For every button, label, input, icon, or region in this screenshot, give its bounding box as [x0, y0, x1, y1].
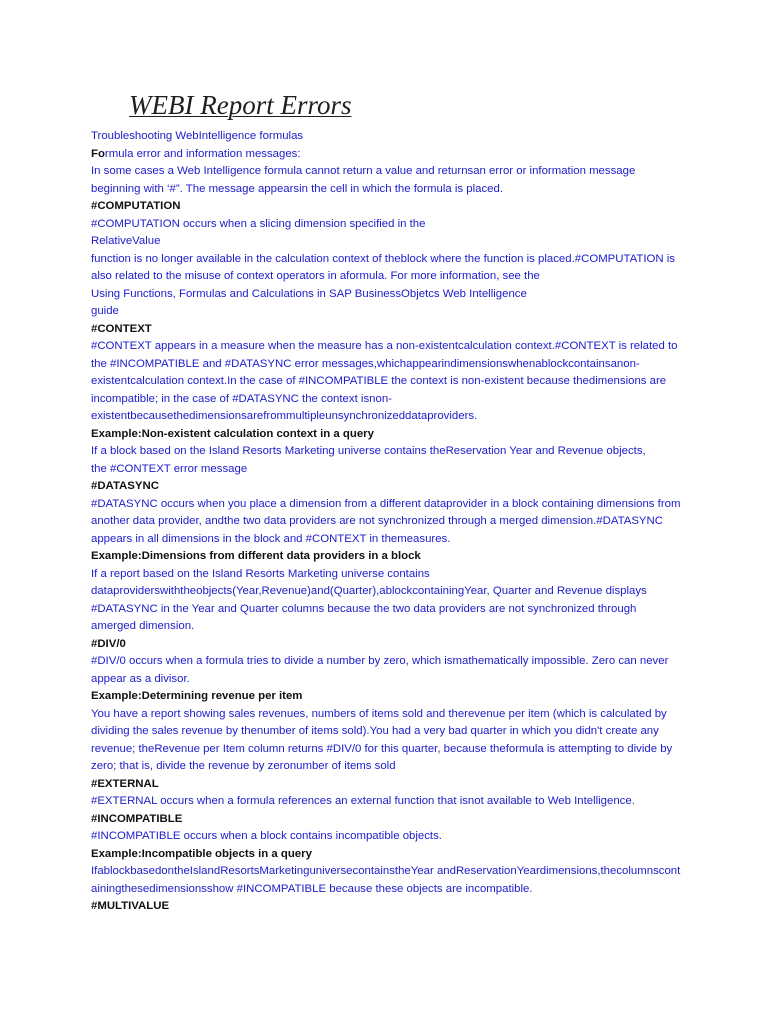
document-title: WEBI Report Errors — [129, 90, 352, 120]
text-line: #DATASYNC occurs when you place a dimension from a different dataprovider in a block containing dimensions from — [91, 497, 681, 510]
text-line: guide — [91, 305, 119, 317]
text-line: If a block based on the Island Resorts Marketing universe contains theReservation Year and Revenue objects, — [91, 445, 646, 457]
text-line: beginning with ‘#”. The message appearsin the cell in which the formula is placed. — [91, 182, 503, 195]
section-heading: Example:Dimensions from different data providers in a block — [91, 550, 421, 562]
section-heading: #INCOMPATIBLE — [91, 812, 183, 825]
text-line: #DIV/0 occurs when a formula tries to divide a number by zero, which ismathematically impossible. Zero can never — [91, 655, 669, 667]
text-line: also related to the misuse of context operators in aformula. For more information, see the — [91, 270, 540, 282]
section-heading: #DATASYNC — [91, 480, 159, 492]
section-heading: #DIV/0 — [91, 637, 126, 650]
text-line: ainingthesedimensionsshow #INCOMPATIBLE because these objects are incompatible. — [91, 882, 533, 895]
text-line: #EXTERNAL occurs when a formula references an external function that isnot available to Web Intelligence. — [91, 795, 635, 807]
section-heading: Example:Non-existent calculation context in a query — [91, 427, 374, 440]
text-line: existentcalculation context.In the case of #INCOMPATIBLE the context is non-existent because thedimensions are — [91, 375, 667, 387]
text-line: RelativeValue — [91, 235, 161, 247]
text-line: In some cases a Web Intelligence formula cannot return a value and returnsan error or information message — [91, 165, 636, 177]
text-line: another data provider, andthe two data providers are not synchronized through a merged dimension.#DATASYNC — [91, 515, 663, 527]
text-line: appears in all dimensions in the block and #CONTEXT in themeasures. — [91, 532, 451, 545]
section-heading: #COMPUTATION — [91, 200, 181, 212]
text-line: #INCOMPATIBLE occurs when a block contains incompatible objects. — [91, 830, 442, 842]
text-line: You have a report showing sales revenues, numbers of items sold and therevenue per item (which is calculated by — [91, 707, 667, 720]
text-line: #DATASYNC in the Year and Quarter columns because the two data providers are not synchronized through — [91, 602, 637, 615]
text-line: existentbecausethedimensionsarefrommultipleunsynchronizeddataproviders. — [91, 410, 478, 422]
line-rest: rmula error and information messages: — [104, 147, 301, 160]
text-line: dataproviderswiththeobjects(Year,Revenue)and(Quarter),ablockcontainingYear, Quarter and Revenue displays — [91, 585, 647, 597]
section-heading: Example:Incompatible objects in a query — [91, 847, 312, 860]
text-line: dividing the sales revenue by thenumber of items sold).You had a very bad quarter in which you didn't create any — [91, 725, 659, 737]
text-line — [91, 146, 691, 164]
text-line: If a report based on the Island Resorts Marketing universe contains — [91, 567, 430, 580]
text-line: the #INCOMPATIBLE and #DATASYNC error messages,whichappearindimensionswhenablockcontainsanon- — [91, 357, 640, 370]
text-line: zero; that is, divide the revenue by zeronumber of items sold — [91, 760, 396, 772]
text-line: #COMPUTATION occurs when a slicing dimension specified in the — [91, 217, 426, 230]
text-line: incompatible; in the case of #DATASYNC the context isnon- — [91, 392, 392, 405]
section-heading: #CONTEXT — [91, 322, 152, 335]
text-line: appear as a divisor. — [91, 672, 190, 685]
bold-prefix: Fo — [91, 147, 105, 160]
text-line: amerged dimension. — [91, 620, 195, 632]
document-body — [91, 128, 691, 916]
text-line: IfablockbasedontheIslandResortsMarketinguniversecontainstheYear andReservationYeardimensions,thecolumnscont — [91, 865, 681, 877]
text-line: Troubleshooting WebIntelligence formulas — [91, 130, 304, 142]
text-line: revenue; theRevenue per Item column returns #DIV/0 for this quarter, because theformula is attempting to divide by — [91, 742, 673, 755]
text-line: Using Functions, Formulas and Calculations in SAP BusinessObjetcs Web Intelligence — [91, 287, 527, 300]
section-heading: #MULTIVALUE — [91, 900, 170, 912]
text-line: the #CONTEXT error message — [91, 462, 248, 475]
section-heading: #EXTERNAL — [91, 777, 159, 790]
text-line: function is no longer available in the calculation context of theblock where the function is placed.#COMPUTATION is — [91, 252, 675, 265]
section-heading: Example:Determining revenue per item — [91, 690, 303, 702]
text-line: #CONTEXT appears in a measure when the measure has a non-existentcalculation context.#CONTEXT is related to — [91, 340, 678, 352]
